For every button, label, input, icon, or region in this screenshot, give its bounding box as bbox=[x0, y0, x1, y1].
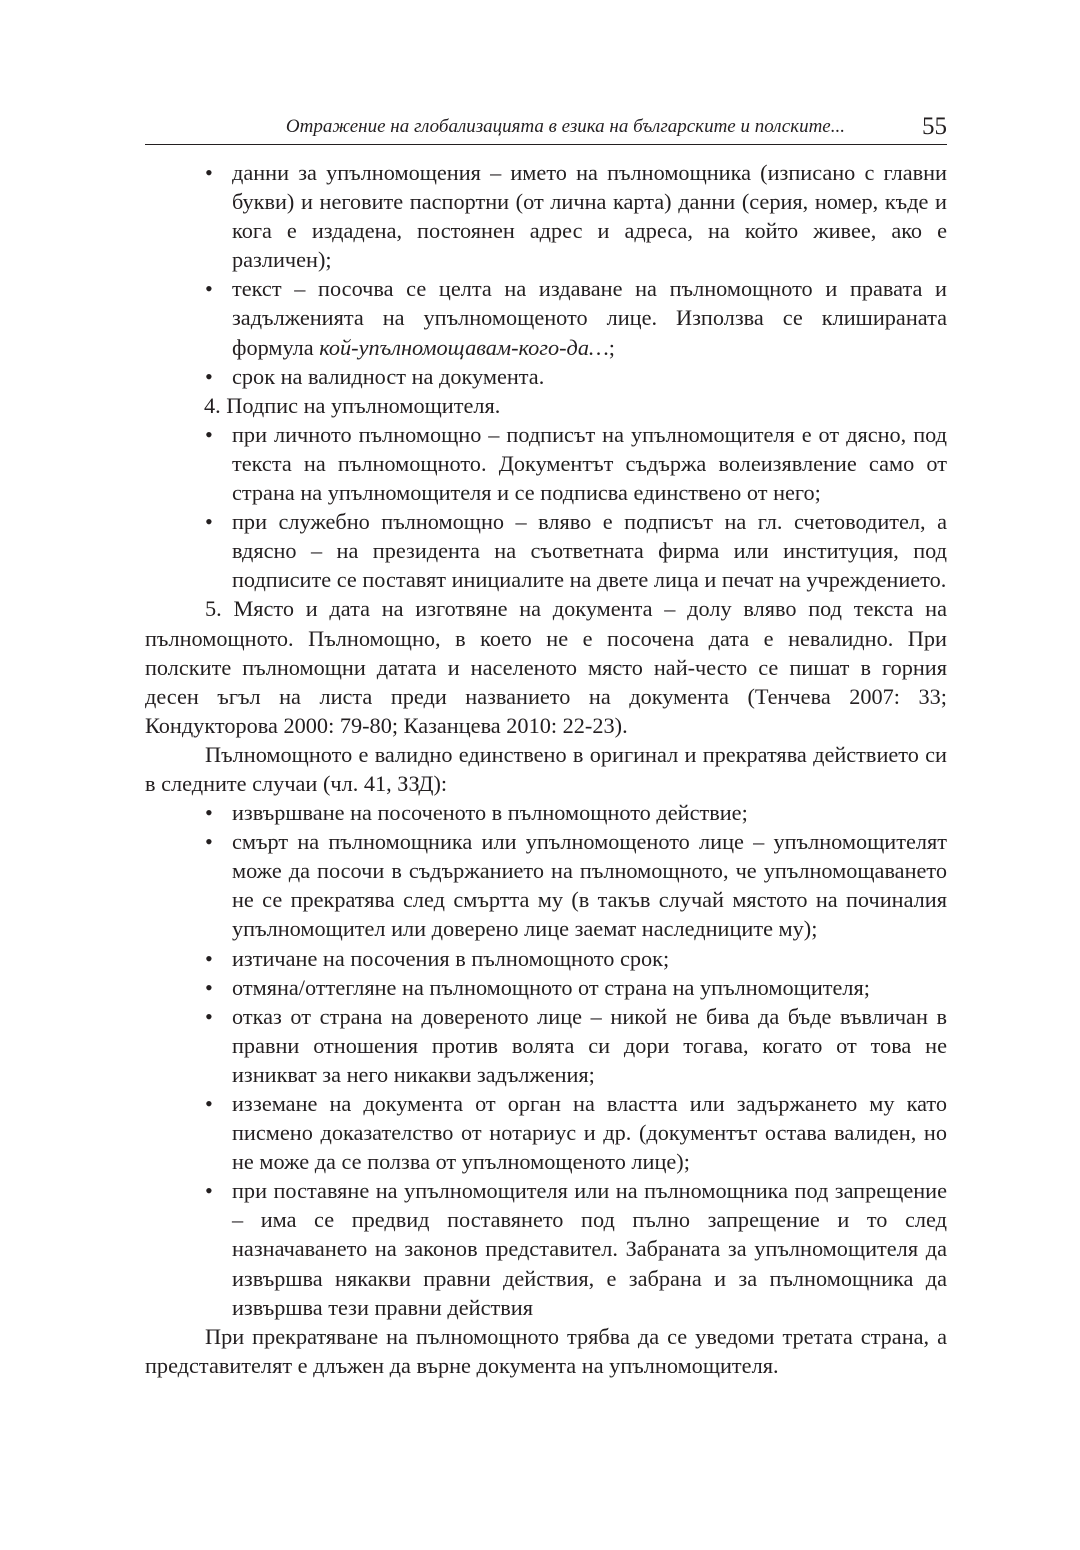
list-item bbox=[145, 944, 947, 973]
list-item bbox=[145, 507, 947, 594]
list-item bbox=[145, 973, 947, 1002]
list-item-text: отмяна/оттегляне на пълномощното от страна на упълномощителя; bbox=[232, 974, 870, 1000]
bullet-icon: • bbox=[205, 509, 213, 535]
list-item bbox=[145, 158, 947, 274]
page-number: 55 bbox=[922, 113, 947, 140]
bullet-icon: • bbox=[205, 1178, 213, 1204]
bullet-icon: • bbox=[205, 945, 213, 971]
list-item bbox=[145, 362, 947, 391]
bullet-icon: • bbox=[205, 276, 213, 302]
bullet-list-document-contents bbox=[145, 158, 947, 391]
list-item-text: данни за упълномощения – името на пълномощника (изписано с главни букви) и неговите паспортни (от лична карта) данни (серия, номер, къде и кога е издадена, постоянен адрес и адреса, на който живее, ако е различен); bbox=[232, 160, 947, 273]
paragraph-place-and-date: 5. Място и дата на изготвяне на документа – долу вляво под текста на пълномощното. Пълномощно, в което не е посочена дата е невалидно. При полските пълномощни датата и населеното място най-често се пишат в горния десен ъгъл на листа преди названието на документа (Тенчева 2007: 33; Кондукторова 2000: 79-80; Казанцева 2010: 22-23). bbox=[145, 596, 947, 738]
bullet-icon: • bbox=[205, 363, 213, 389]
list-item-text: при личното пълномощно – подписът на упълномощителя е от дясно, под текста на пълномощното. Документът съдържа волеизявление само от страна на упълномощителя и се подписва единствено от него; bbox=[232, 421, 947, 506]
paragraph-final: При прекратяване на пълномощното трябва да се уведоми третата страна, а представителят е длъжен да върне документа на упълномощителя. bbox=[145, 1323, 947, 1378]
bullet-icon: • bbox=[205, 160, 213, 185]
list-item-text: отказ от страна на довереното лице – никой не бива да бъде въвличан в правни отношения против волята си дори тогава, когато от това не изникват за него никакви задължения; bbox=[232, 1003, 947, 1087]
bullet-icon: • bbox=[205, 1091, 213, 1116]
bullet-icon: • bbox=[205, 974, 213, 1000]
list-item bbox=[145, 827, 947, 943]
bullet-icon: • bbox=[205, 1003, 213, 1029]
list-item-text: изземане на документа от орган на властта или задържането му като писмено доказателство от нотариус и др. (документът остава валиден, но не може да се ползва от упълномощеното лице); bbox=[232, 1091, 947, 1175]
list-item bbox=[145, 274, 947, 361]
bullet-icon: • bbox=[205, 421, 213, 447]
running-title: Отражение на глобализацията в езика на българските и полските... bbox=[285, 116, 845, 137]
list-item-text: смърт на пълномощника или упълномощеното лице – упълномощителят може да посочи в съдържанието на пълномощното, че упълномощаването не се прекратява след смъртта му (в такъв случай мястото на починалия упълномощител или доверено лице заемат наследниците му); bbox=[232, 829, 947, 942]
bullet-list-signature bbox=[145, 420, 947, 595]
list-item-text: при служебно пълномощно – вляво е подписът на гл. счетоводител, а вдясно – на президента на съответната фирма или институция, под подписите се поставят инициалите на двете лица и печат на учреждението. bbox=[232, 509, 947, 593]
list-item bbox=[145, 1176, 947, 1321]
bullet-icon: • bbox=[205, 829, 213, 855]
list-item-text: срок на валидност на документа. bbox=[232, 363, 545, 389]
formula-suffix: ; bbox=[608, 334, 615, 360]
list-item bbox=[145, 1089, 947, 1176]
list-item bbox=[145, 798, 947, 827]
paragraph-validity: Пълномощното е валидно единствено в оригинал и прекратява действието си в следните случаи (чл. 41, ЗЗД): bbox=[145, 741, 947, 796]
bullet-icon: • bbox=[205, 800, 213, 826]
running-header bbox=[145, 108, 947, 145]
numbered-heading-signature: 4. Подпис на упълномощителя. bbox=[204, 392, 501, 418]
list-item bbox=[145, 420, 947, 507]
formula-prefix: формула bbox=[232, 334, 320, 360]
list-item-text: текст – посочва се целта на издаване на пълномощното и правата и задълженията на упълномощеното лице. Използва се клишираната bbox=[232, 276, 947, 331]
list-item-text: извършване на посоченото в пълномощното действие; bbox=[232, 800, 748, 826]
bullet-list-termination-cases bbox=[145, 798, 947, 1322]
book-page bbox=[145, 108, 947, 1380]
formula-italic: кой-упълномощавам-кого-да… bbox=[319, 334, 609, 360]
list-item bbox=[145, 1002, 947, 1089]
list-item-text: при поставяне на упълномощителя или на пълномощника под запрещение – има се предвид поставянето под пълно запрещение и то след назначаването на законов представител. Забраната за упълномощителя да извършва някакви правни действия, е забрана и за пълномощника да извършва тези правни действия bbox=[232, 1178, 947, 1320]
list-item-text: изтичане на посочения в пълномощното срок; bbox=[232, 945, 670, 971]
page-body bbox=[145, 145, 947, 1380]
